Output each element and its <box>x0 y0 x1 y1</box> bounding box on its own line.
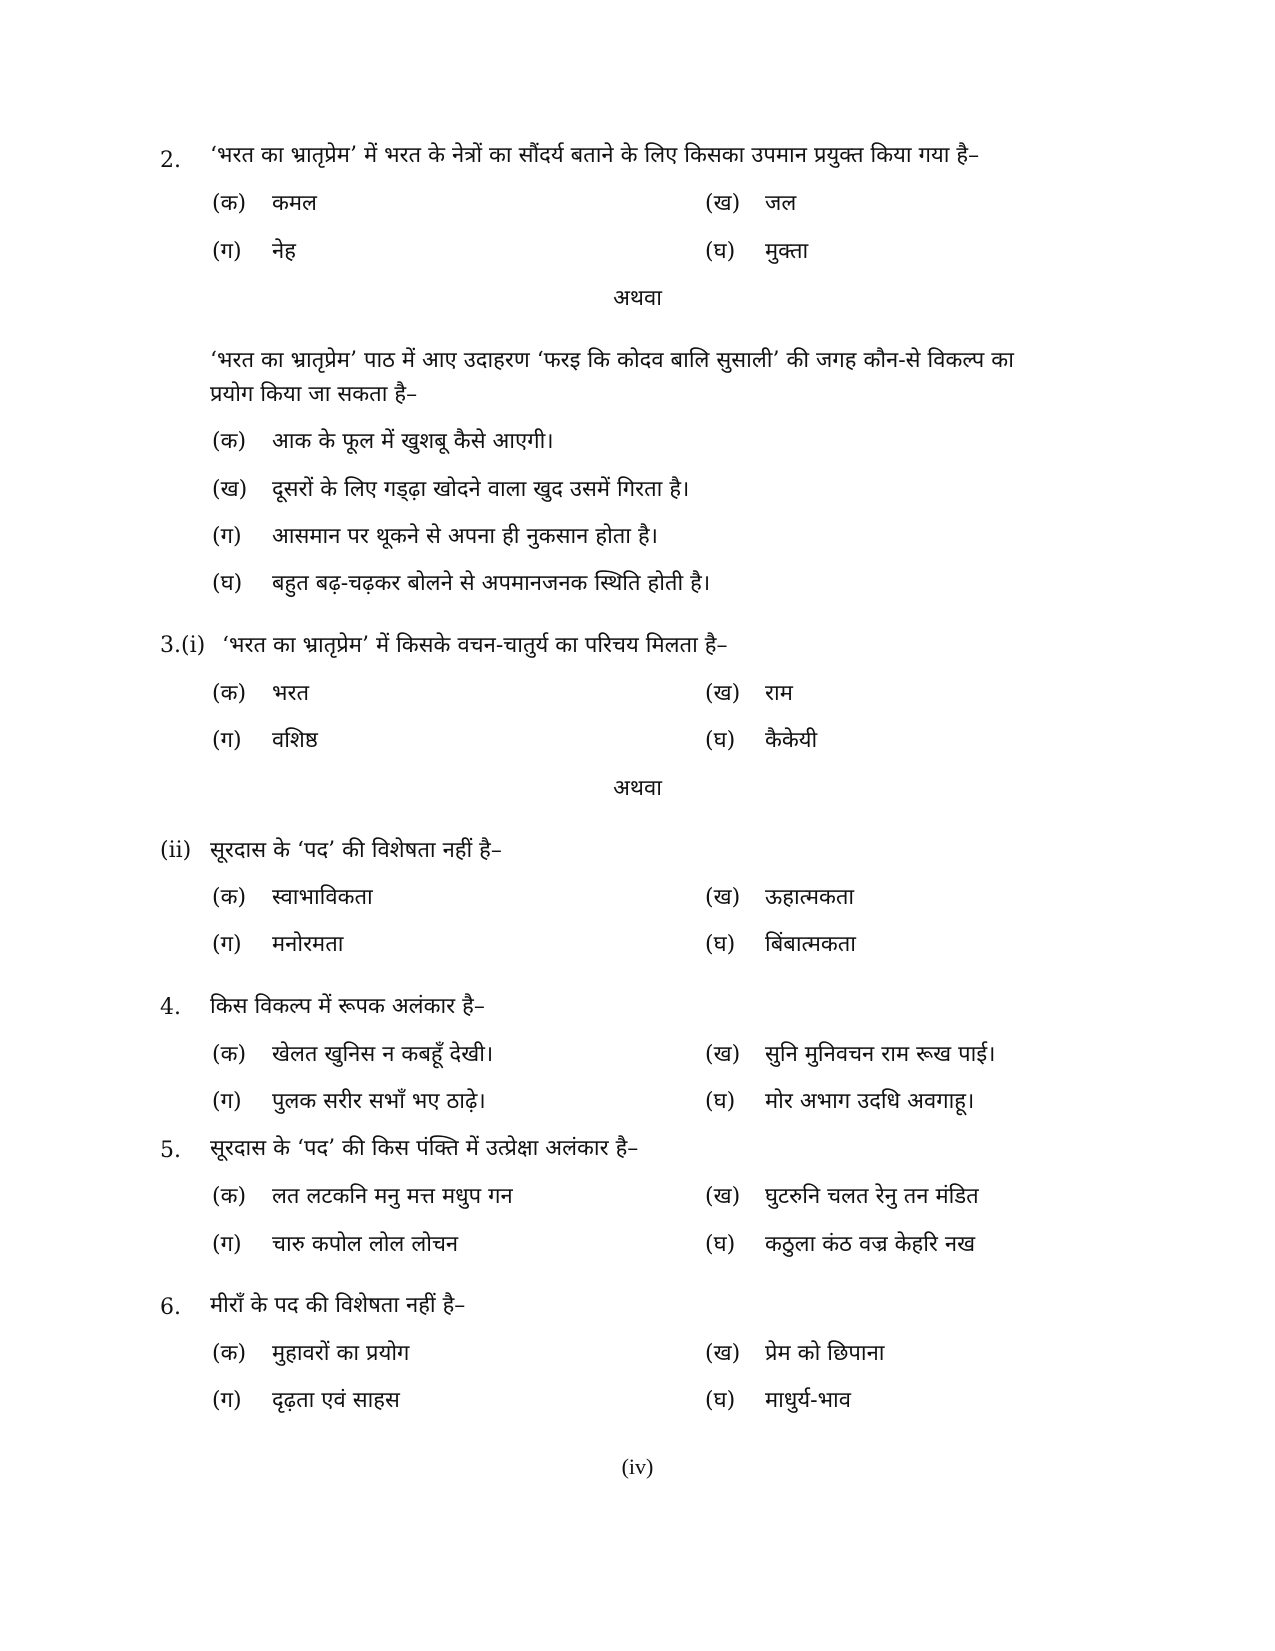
option-label: (घ) <box>705 932 736 957</box>
q4-option-ga <box>212 1089 486 1115</box>
q3-number: 3.(i) <box>160 633 206 658</box>
option-label: (घ) <box>705 1232 736 1257</box>
option-text: कठुला कंठ वज्र केहरि नख <box>765 1232 976 1257</box>
option-label: (क) <box>212 1341 247 1366</box>
option-text: मनोरमता <box>272 932 344 957</box>
q3-or-separator: अथवा <box>613 776 662 801</box>
q3-option-gha <box>705 728 817 754</box>
q2-alt-stem-line2: प्रयोग किया जा सकता है– <box>210 382 418 407</box>
q4-option-ka <box>212 1042 493 1068</box>
option-label: (ग) <box>212 1089 242 1114</box>
q3-option-ga <box>212 728 318 754</box>
q5-stem: सूरदास के ‘पद’ की किस पंक्ति में उत्प्रेक्षा अलंकार है– <box>210 1136 639 1161</box>
q6-option-kha <box>705 1341 884 1367</box>
q3-alt-number: (ii) <box>160 838 192 863</box>
option-text: सुनि मुनिवचन राम रूख पाई। <box>765 1042 996 1067</box>
option-text: घुटरुनि चलत रेनु तन मंडित <box>765 1184 979 1209</box>
option-label: (ख) <box>705 885 741 910</box>
option-label: (ख) <box>705 191 741 216</box>
q2-stem: ‘भरत का भ्रातृप्रेम’ में भरत के नेत्रों का सौंदर्य बताने के लिए किसका उपमान प्रयुक्त किया गया है– <box>210 143 980 168</box>
option-text: दूसरों के लिए गड्ढ़ा खोदने वाला खुद उसमें गिरता है। <box>272 477 690 502</box>
q2-option-ga <box>212 239 296 265</box>
option-text: लत लटकनि मनु मत्त मधुप गन <box>272 1184 513 1209</box>
option-label: (क) <box>212 429 247 454</box>
option-text: भरत <box>272 681 310 706</box>
option-label: (ख) <box>705 1184 741 1209</box>
option-text: मुहावरों का प्रयोग <box>272 1341 410 1366</box>
option-text: दृढ़ता एवं साहस <box>272 1388 400 1413</box>
option-label: (घ) <box>705 1089 736 1114</box>
q3-alt-stem: सूरदास के ‘पद’ की विशेषता नहीं है– <box>210 838 502 863</box>
q2-alt-option-kha <box>212 477 689 503</box>
option-label: (क) <box>212 191 247 216</box>
q3-alt-option-kha <box>705 885 854 911</box>
option-text: प्रेम को छिपाना <box>765 1341 885 1366</box>
q2-number: 2. <box>160 148 181 173</box>
q3-option-ka <box>212 681 309 707</box>
q6-number: 6. <box>160 1295 181 1320</box>
q2-alt-stem-line1: ‘भरत का भ्रातृप्रेम’ पाठ में आए उदाहरण ‘फरइ कि कोदव बालि सुसाली’ की जगह कौन-से विकल्प का <box>210 348 1014 373</box>
option-label: (ख) <box>705 1042 741 1067</box>
option-label: (ग) <box>212 728 242 753</box>
q5-option-gha <box>705 1232 975 1258</box>
option-label: (ग) <box>212 1388 242 1413</box>
option-text: माधुर्य-भाव <box>765 1388 851 1413</box>
option-label: (ख) <box>212 477 248 502</box>
option-label: (क) <box>212 681 247 706</box>
q2-option-gha <box>705 239 808 265</box>
q2-alt-option-gha <box>212 571 710 597</box>
option-text: कैकेयी <box>765 728 818 753</box>
option-label: (घ) <box>705 1388 736 1413</box>
q5-option-ka <box>212 1184 513 1210</box>
q2-option-kha <box>705 191 796 217</box>
option-label: (क) <box>212 885 247 910</box>
option-text: वशिष्ठ <box>272 728 318 753</box>
q6-option-ka <box>212 1341 409 1367</box>
q3-alt-option-ka <box>212 885 373 911</box>
q6-option-ga <box>212 1388 400 1414</box>
q4-option-kha <box>705 1042 996 1068</box>
q4-option-gha <box>705 1089 974 1115</box>
q2-option-ka <box>212 191 317 217</box>
option-text: राम <box>765 681 793 706</box>
option-text: खेलत खुनिस न कबहूँ देखी। <box>272 1042 494 1067</box>
option-text: जल <box>765 191 797 216</box>
option-label: (ग) <box>212 524 242 549</box>
option-label: (ग) <box>212 1232 242 1257</box>
option-label: (घ) <box>705 728 736 753</box>
q6-stem: मीराँ के पद की विशेषता नहीं है– <box>210 1293 466 1318</box>
q5-option-ga <box>212 1232 458 1258</box>
option-text: आक के फूल में खुशबू कैसे आएगी। <box>272 429 554 454</box>
q4-stem: किस विकल्प में रूपक अलंकार है– <box>210 994 485 1019</box>
q4-number: 4. <box>160 995 181 1020</box>
option-label: (क) <box>212 1184 247 1209</box>
q3-option-kha <box>705 681 793 707</box>
option-text: कमल <box>272 191 317 216</box>
option-text: ऊहात्मकता <box>765 885 855 910</box>
option-label: (ग) <box>212 239 242 264</box>
q5-option-kha <box>705 1184 979 1210</box>
q5-number: 5. <box>160 1138 181 1163</box>
option-text: बिंबात्मकता <box>765 932 856 957</box>
q3-alt-option-ga <box>212 932 343 958</box>
q3-alt-option-gha <box>705 932 856 958</box>
option-label: (क) <box>212 1042 247 1067</box>
q2-alt-option-ga <box>212 524 658 550</box>
page-number: (iv) <box>621 1454 654 1479</box>
option-text: नेह <box>272 239 296 264</box>
option-label: (घ) <box>212 571 243 596</box>
q2-or-separator: अथवा <box>613 286 662 311</box>
q6-option-gha <box>705 1388 851 1414</box>
option-text: मोर अभाग उदधि अवगाहू। <box>765 1089 975 1114</box>
option-text: चारु कपोल लोल लोचन <box>272 1232 459 1257</box>
option-text: स्वाभाविकता <box>272 885 373 910</box>
q2-alt-option-ka <box>212 429 554 455</box>
option-text: मुक्ता <box>765 239 809 264</box>
option-label: (ख) <box>705 1341 741 1366</box>
option-label: (ग) <box>212 932 242 957</box>
option-label: (ख) <box>705 681 741 706</box>
q3-stem: ‘भरत का भ्रातृप्रेम’ में किसके वचन-चातुर्य का परिचय मिलता है– <box>222 633 728 658</box>
option-label: (घ) <box>705 239 736 264</box>
option-text: बहुत बढ़-चढ़कर बोलने से अपमानजनक स्थिति होती है। <box>272 571 711 596</box>
option-text: आसमान पर थूकने से अपना ही नुकसान होता है। <box>272 524 659 549</box>
option-text: पुलक सरीर सभाँ भए ठाढ़े। <box>272 1089 486 1114</box>
